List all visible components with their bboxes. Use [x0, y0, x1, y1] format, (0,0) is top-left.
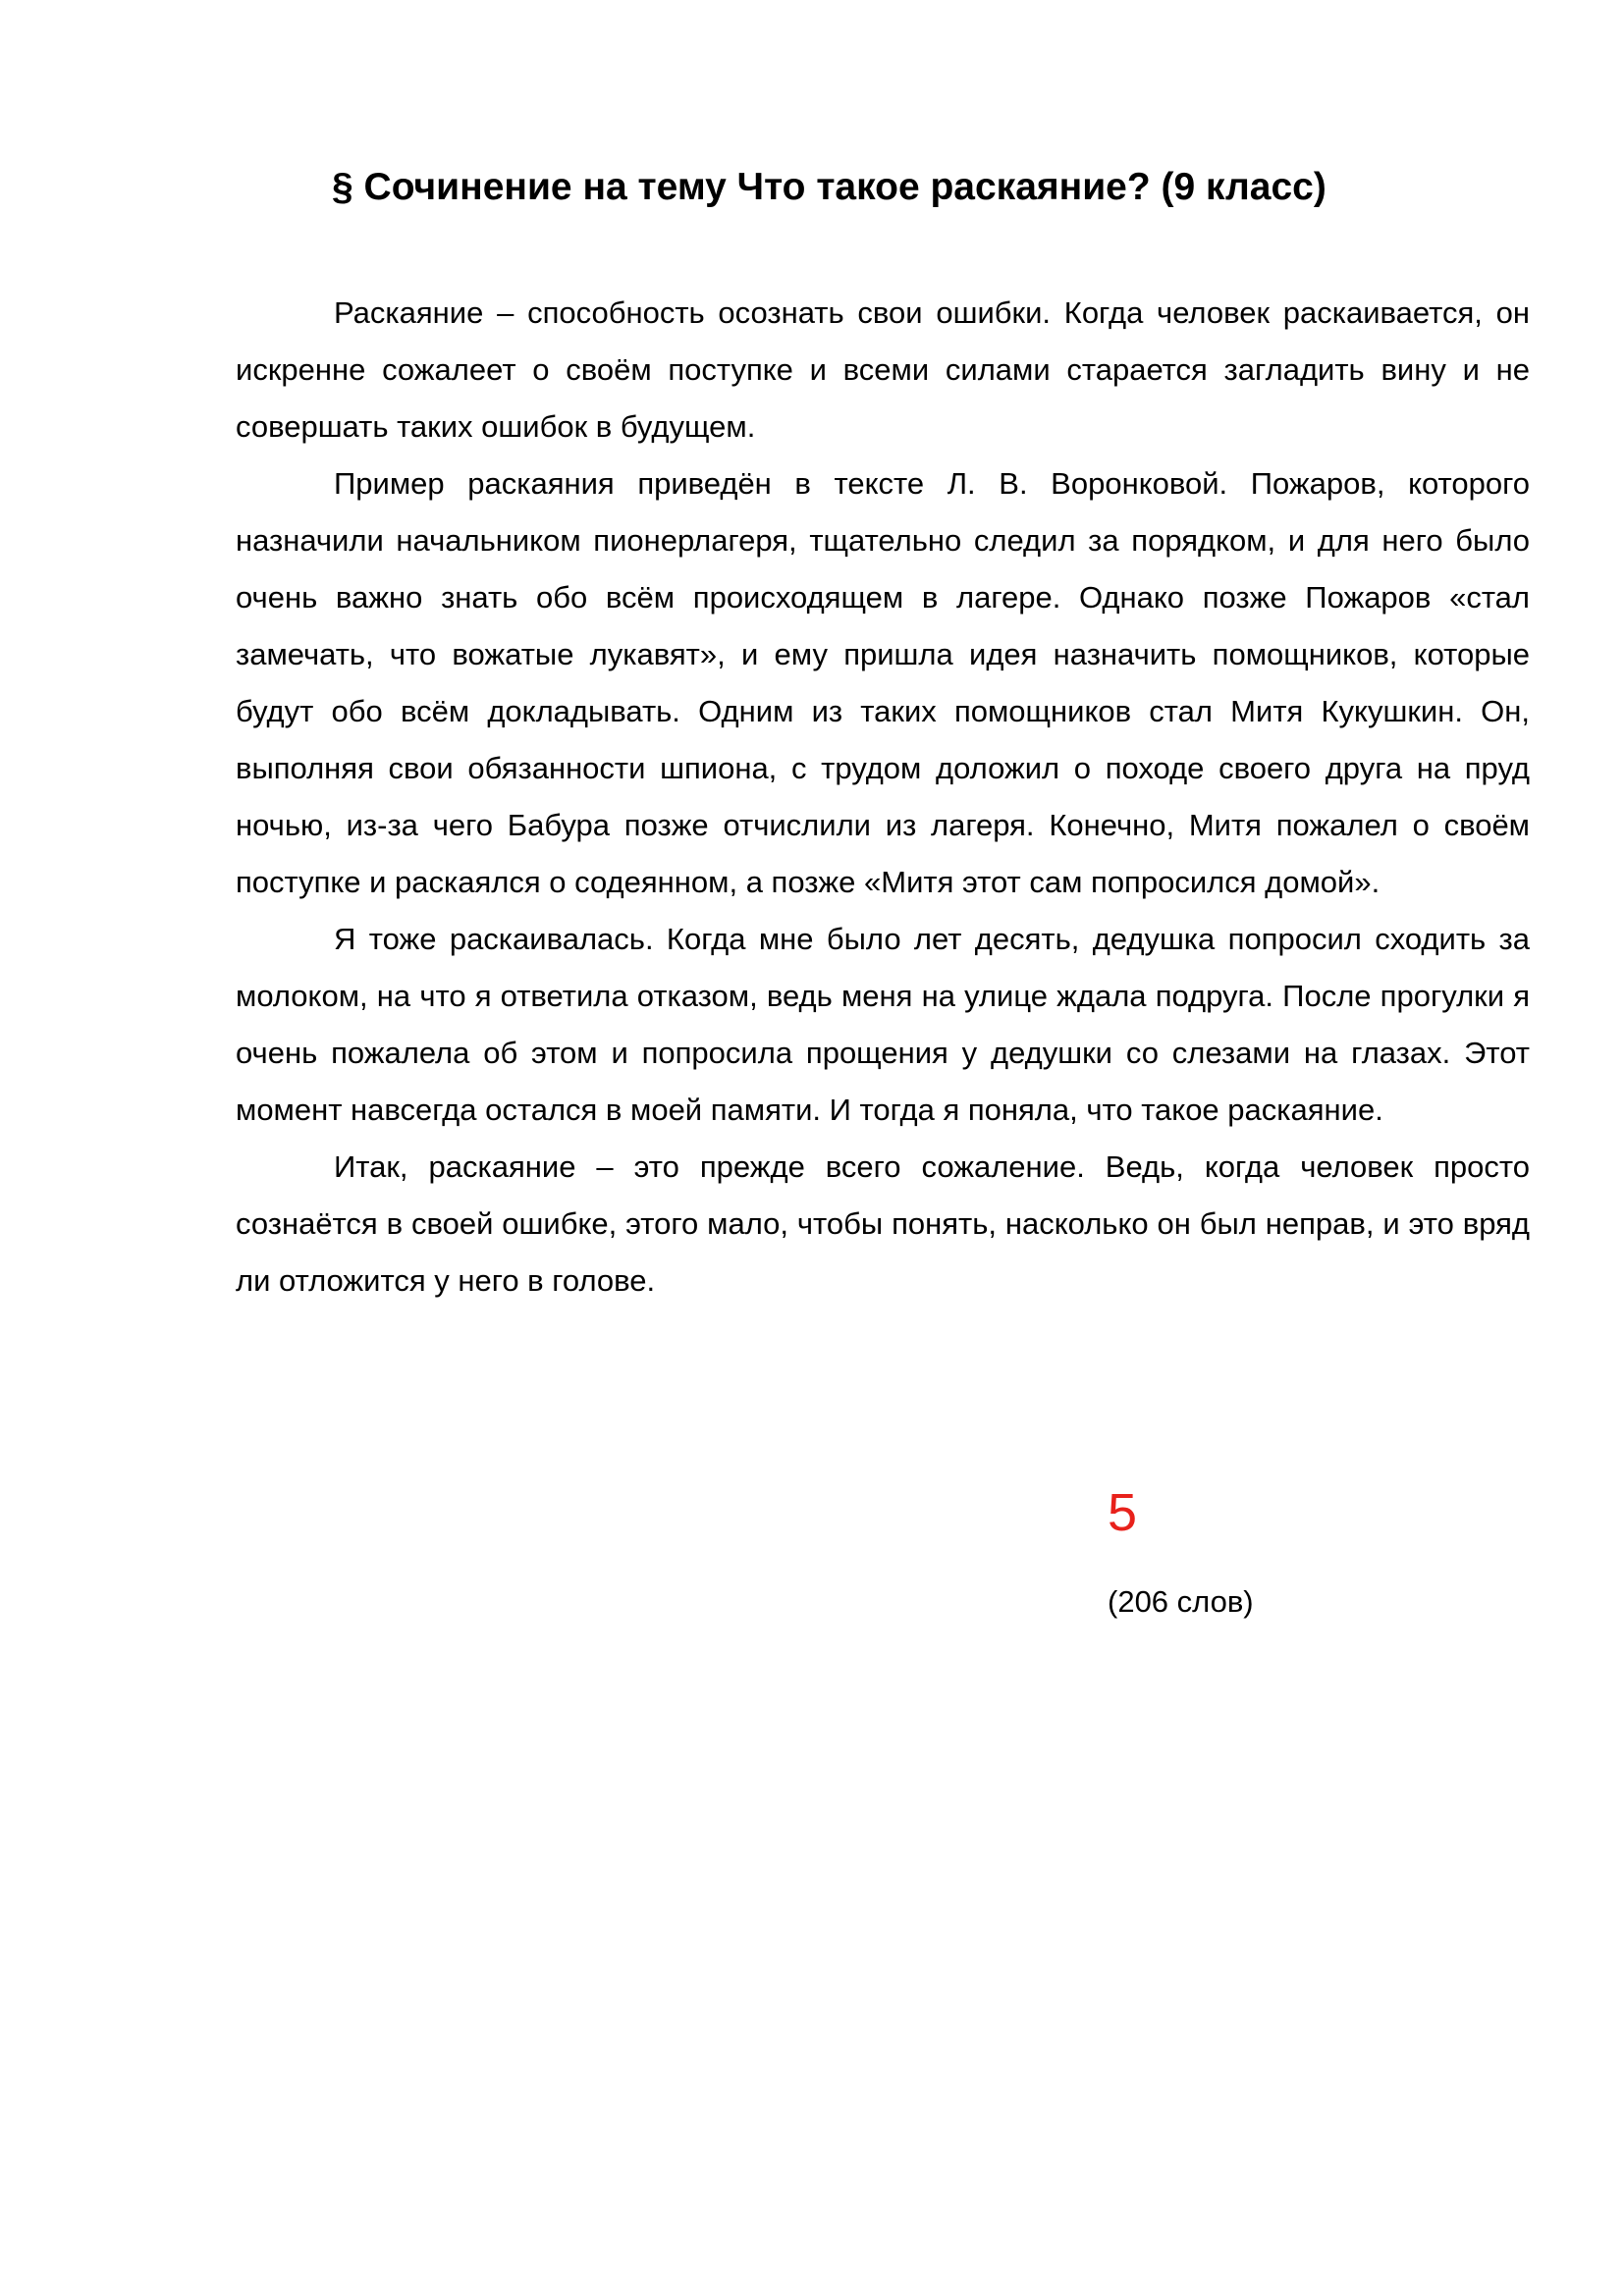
grade-mark: 5: [1108, 1483, 1138, 1542]
page-title: § Сочинение на тему Что такое раскаяние? (9 класс): [332, 166, 1326, 208]
paragraph-intro: Раскаяние – способность осознать свои ошибки. Когда человек раскаивается, он искренне сожалеет о своём поступке и всеми силами старается загладить вину и не совершать таких ошибок в будущем.: [236, 295, 1530, 444]
word-count: (206 слов): [1108, 1584, 1254, 1619]
paragraph-conclusion: Итак, раскаяние – это прежде всего сожаление. Ведь, когда человек просто сознаётся в своей ошибке, этого мало, чтобы понять, насколько он был неправ, и это вряд ли отложится у него в голове.: [236, 1149, 1530, 1298]
paragraph-personal: Я тоже раскаивалась. Когда мне было лет десять, дедушка попросил сходить за молоком, на что я ответила отказом, ведь меня на улице ждала подруга. После прогулки я очень пожалела об этом и попросила прощения у дедушки со слезами на глазах. Этот момент навсегда остался в моей памяти. И тогда я поняла, что такое раскаяние.: [236, 922, 1530, 1127]
paragraph-example: Пример раскаяния приведён в тексте Л. В. Воронковой. Пожаров, которого назначили начальником пионерлагеря, тщательно следил за порядком, и для него было очень важно знать обо всём происходящем в лагере. Однако позже Пожаров «стал замечать, что вожатые лукавят», и ему пришла идея назначить помощников, которые будут обо всём докладывать. Одним из таких помощников стал Митя Кукушкин. Он, выполняя свои обязанности шпиона, с трудом доложил о походе своего друга на пруд ночью, из-за чего Бабура позже отчислили из лагеря. Конечно, Митя пожалел о своём поступке и раскаялся о содеянном, а позже «Митя этот сам попросился домой».: [236, 466, 1530, 899]
essay-body: [236, 285, 1530, 1309]
